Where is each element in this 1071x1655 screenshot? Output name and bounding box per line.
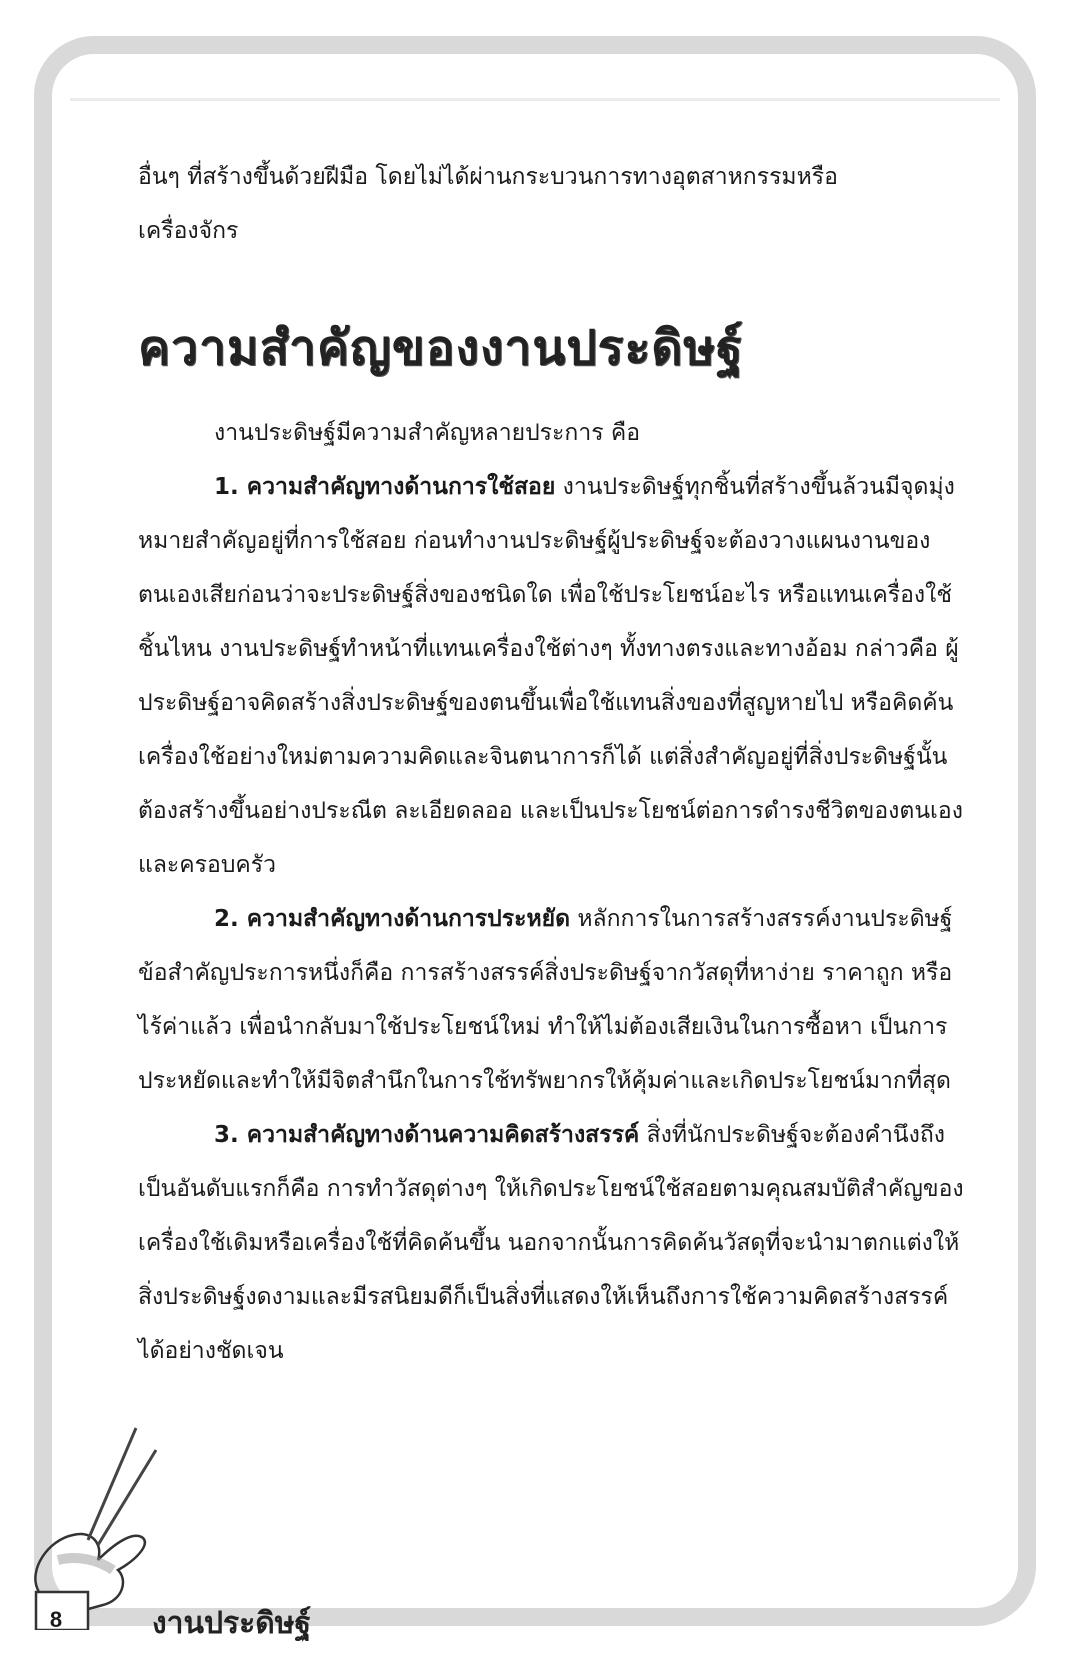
top-rule	[70, 98, 1000, 101]
item-title-2: 2. ความสำคัญทางด้านการประหยัด	[214, 906, 571, 932]
item-text-2: หลักการในการสร้างสรรค์งานประดิษฐ์ข้อสำคัญประการหนึ่งก็คือ การสร้างสรรค์สิ่งประดิษฐ์จากวัสดุที่หาง่าย ราคาถูก หรือไร้ค่าแล้ว เพื่อนำกลับมาใช้ประโยชน์ใหม่ ทำให้ไม่ต้องเสียเงินในการซื้อหา เป็นการประหยัดและทำให้มีจิตสำนึกในการใช้ทรัพยากรให้คุ้มค่าและเกิดประโยชน์มากที่สุด	[138, 906, 953, 1094]
section-heading: ความสำคัญของงานประดิษฐ์	[138, 320, 744, 376]
book-title: งานประดิษฐ์	[152, 1606, 312, 1641]
item-paragraph-3	[138, 1108, 968, 1378]
item-paragraph-1	[138, 460, 968, 892]
item-title-1: 1. ความสำคัญทางด้านการใช้สอย	[214, 474, 556, 500]
item-title-3: 3. ความสำคัญทางด้านความคิดสร้างสรรค์	[214, 1122, 640, 1148]
intro-line-2: เครื่องจักร	[138, 218, 239, 244]
page-number: 8	[49, 1607, 63, 1632]
item-paragraph-2	[138, 892, 968, 1108]
lead-paragraph: งานประดิษฐ์มีความสำคัญหลายประการ คือ	[214, 420, 641, 446]
item-text-1: งานประดิษฐ์ทุกชิ้นที่สร้างขึ้นล้วนมีจุดมุ่งหมายสำคัญอยู่ที่การใช้สอย ก่อนทำงานประดิษฐ์ผู้ประดิษฐ์จะต้องวางแผนงานของตนเองเสียก่อนว่าจะประดิษฐ์สิ่งของชนิดใด เพื่อใช้ประโยชน์อะไร หรือแทนเครื่องใช้ชิ้นไหน งานประดิษฐ์ทำหน้าที่แทนเครื่องใช้ต่างๆ ทั้งทางตรงและทางอ้อม กล่าวคือ ผู้ประดิษฐ์อาจคิดสร้างสิ่งประดิษฐ์ของตนขึ้นเพื่อใช้แทนสิ่งของที่สูญหายไป หรือคิดค้นเครื่องใช้อย่างใหม่ตามความคิดและจินตนาการก็ได้ แต่สิ่งสำคัญอยู่ที่สิ่งประดิษฐ์นั้นต้องสร้างขึ้นอย่างประณีต ละเอียดลออ และเป็นประโยชน์ต่อการดำรงชีวิตของตนเองและครอบครัว	[138, 474, 963, 878]
intro-line-1: อื่นๆ ที่สร้างขึ้นด้วยฝีมือ โดยไม่ได้ผ่านกระบวนการทางอุตสาหกรรมหรือ	[138, 164, 838, 190]
scissors-hand-icon	[18, 1420, 168, 1630]
item-text-3: สิ่งที่นักประดิษฐ์จะต้องคำนึงถึงเป็นอันดับแรกก็คือ การทำวัสดุต่างๆ ให้เกิดประโยชน์ใช้สอยตามคุณสมบัติสำคัญของเครื่องใช้เดิมหรือเครื่องใช้ที่คิดค้นขึ้น นอกจากนั้นการคิดค้นวัสดุที่จะนำมาตกแต่งให้สิ่งประดิษฐ์งดงามและมีรสนิยมดีก็เป็นสิ่งที่แสดงให้เห็นถึงการใช้ความคิดสร้างสรรค์ได้อย่างชัดเจน	[138, 1122, 964, 1364]
page-content	[138, 150, 968, 1378]
page-footer	[0, 1420, 1071, 1655]
